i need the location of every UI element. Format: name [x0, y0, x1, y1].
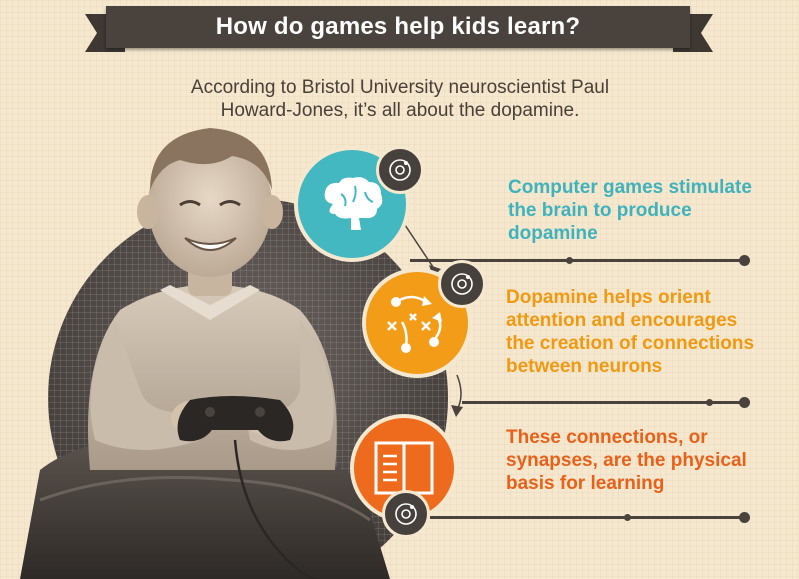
atom-badge-1: [376, 146, 424, 194]
step-3-line: synapses, are the physical: [506, 450, 747, 471]
step-3-line: basis for learning: [506, 473, 665, 494]
game-plan-icon: [382, 288, 452, 358]
step-1-line: the brain to produce: [508, 200, 692, 221]
atom-badge-3: [382, 490, 430, 538]
page-title: How do games help kids learn?: [215, 13, 581, 40]
step-2-line: between neurons: [506, 356, 663, 377]
step-1-caption: [508, 176, 788, 245]
step-2-line: Dopamine helps orient: [506, 287, 711, 308]
brain-icon: [319, 174, 385, 234]
step-1-line: Computer games stimulate: [508, 177, 752, 198]
step-3-line: These connections, or: [506, 427, 708, 448]
step-2-caption: [506, 286, 796, 378]
atom-icon: [387, 157, 413, 183]
divider-3: [430, 516, 744, 519]
atom-icon: [393, 501, 419, 527]
book-icon: [373, 440, 435, 496]
step-2-line: attention and encourages: [506, 310, 738, 331]
divider-2: [462, 401, 744, 404]
atom-badge-2: [438, 260, 486, 308]
step-3-caption: [506, 426, 786, 495]
intro-line-2: Howard-Jones, it’s all about the dopamine.: [220, 100, 580, 121]
step-2-line: the creation of connections: [506, 333, 755, 354]
intro-line-1: According to Bristol University neuroscientist Paul: [190, 77, 610, 98]
step-1-line: dopamine: [508, 223, 598, 244]
atom-icon: [449, 271, 475, 297]
